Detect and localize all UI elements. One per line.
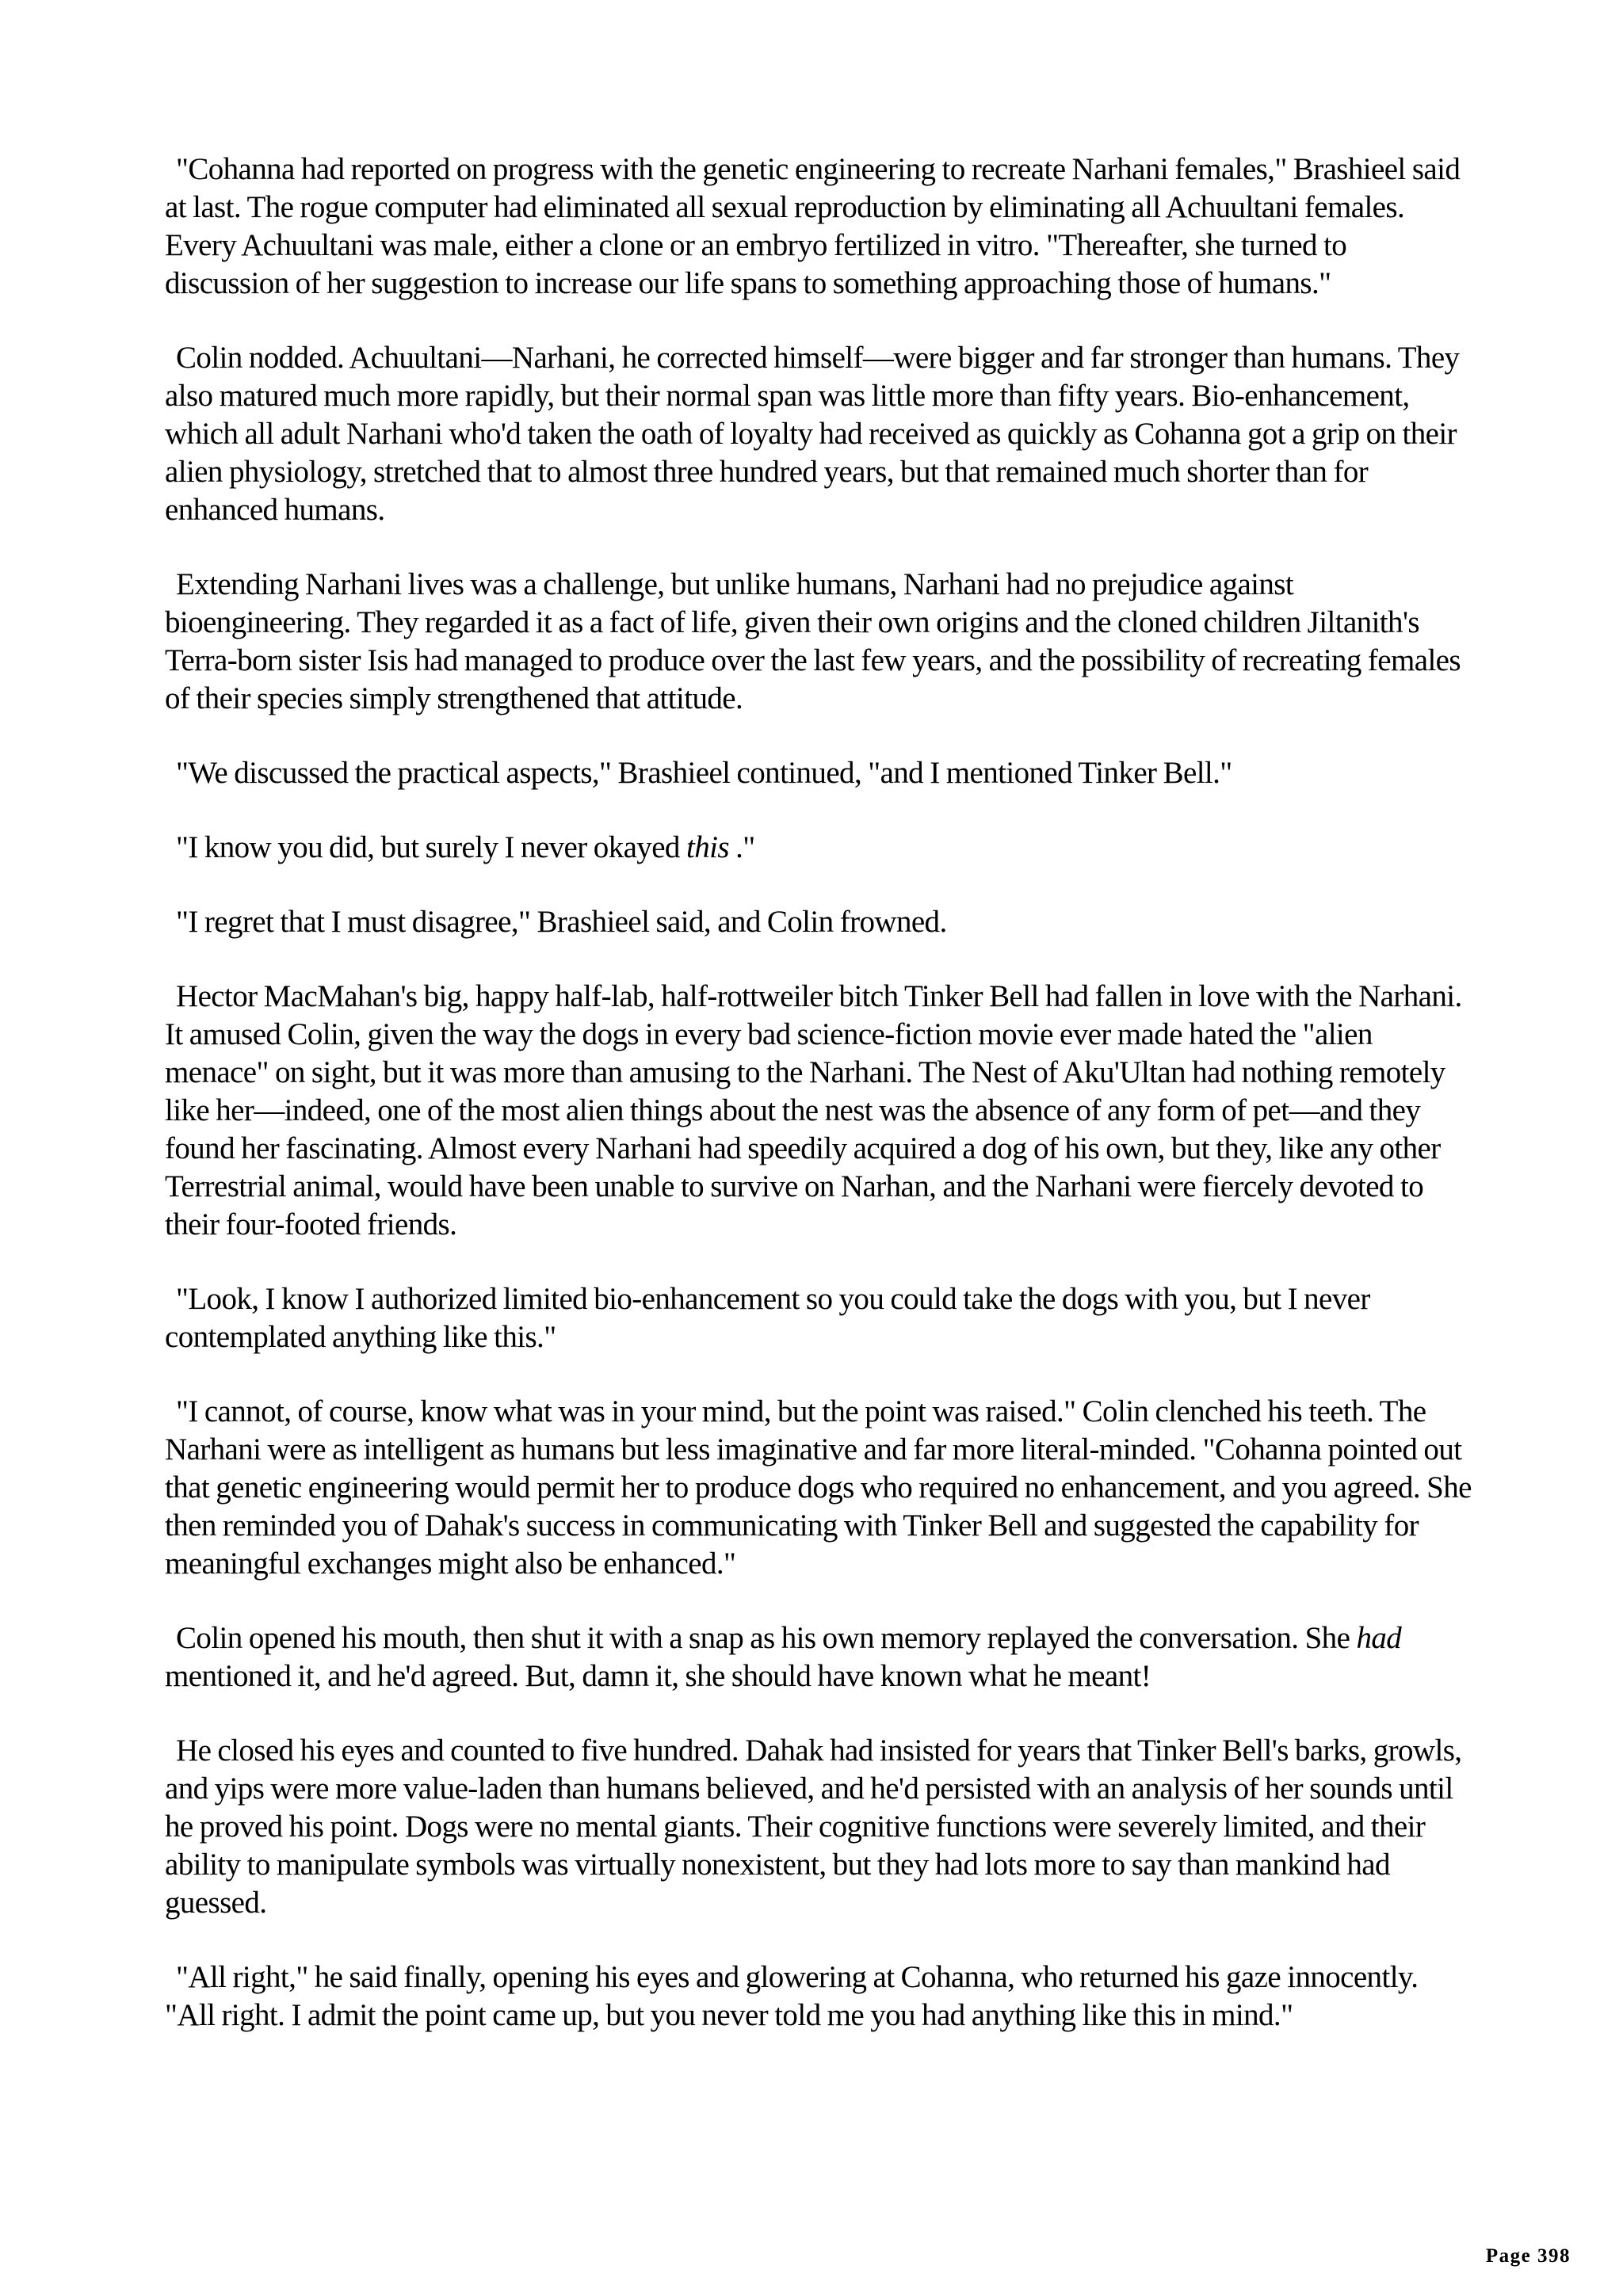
page-number: Page 398	[1485, 2245, 1571, 2267]
paragraph-7: Hector MacMahan's big, happy half-lab, half-rottweiler bitch Tinker Bell had fallen in love with the Narhani. It amused Colin, given the way the dogs in every bad science-fiction movie ever made hated the "alien menace" on sight, but it was more than amusing to the Narhani. The Nest of Aku'Ultan had nothing remotely like her—indeed, one of the most alien things about the nest was the absence of any form of pet—and they found her fascinating. Almost every Narhani had speedily acquired a dog of his own, but they, like any other Terrestrial animal, would have been unable to survive on Narhan, and the Narhani were fiercely devoted to their four-footed friends.	[165, 979, 1462, 1241]
paragraph-12: "All right," he said finally, opening his eyes and glowering at Cohanna, who returned his gaze innocently. "All right. I admit the point came up, but you never told me you had anything like this in mind."	[165, 1960, 1419, 2032]
page-body	[165, 151, 1472, 2071]
paragraph-1: "Cohanna had reported on progress with the genetic engineering to recreate Narhani females," Brashieel said at last. The rogue computer had eliminated all sexual reproduction by eliminating all Achuultani females. Every Achuultani was male, either a clone or an embryo fertilized in vitro. "Thereafter, she turned to discussion of her suggestion to increase our life spans to something approaching those of humans."	[165, 152, 1461, 300]
paragraph-10-text-after: mentioned it, and he'd agreed. But, damn it, she should have known what he meant!	[165, 1659, 1151, 1693]
paragraph-6: "I regret that I must disagree," Brashieel said, and Colin frowned.	[176, 905, 947, 939]
paragraph-4: "We discussed the practical aspects," Brashieel continued, "and I mentioned Tinker Bell."	[176, 756, 1232, 790]
paragraph-2: Colin nodded. Achuultani—Narhani, he corrected himself—were bigger and far stronger than humans. They also matured much more rapidly, but their normal span was little more than fifty years. Bio-enhancement, which all adult Narhani who'd taken the oath of loyalty had received as quickly as Cohanna got a grip on their alien physiology, stretched that to almost three hundred years, but that remained much shorter than for enhanced humans.	[165, 341, 1460, 527]
paragraph-10	[165, 1619, 1472, 1695]
paragraph-10-text-before: Colin opened his mouth, then shut it with a snap as his own memory replayed the conversation. She	[176, 1621, 1357, 1655]
paragraph-5-text-before: "I know you did, but surely I never okayed	[176, 830, 686, 864]
paragraph-3: Extending Narhani lives was a challenge, but unlike humans, Narhani had no prejudice against bioengineering. They regarded it as a fact of life, given their own origins and the cloned children Jiltanith's Terra-born sister Isis had managed to produce over the last few years, and the possibility of recreating females of their species simply strengthened that attitude.	[165, 567, 1461, 715]
paragraph-5-text-after: ."	[728, 830, 755, 864]
paragraph-11: He closed his eyes and counted to five hundred. Dahak had insisted for years that Tinker Bell's barks, growls, and yips were more value-laden than humans believed, and he'd persisted with an analysis of her sounds until he proved his point. Dogs were no mental giants. Their cognitive functions were severely limited, and their ability to manipulate symbols was virtually nonexistent, but they had lots more to say than mankind had guessed.	[165, 1733, 1462, 1920]
paragraph-8: "Look, I know I authorized limited bio-enhancement so you could take the dogs with you, but I never contemplated anything like this."	[165, 1282, 1370, 1354]
paragraph-5-emphasis: this	[685, 830, 729, 864]
paragraph-10-emphasis: had	[1356, 1621, 1402, 1655]
paragraph-9: "I cannot, of course, know what was in your mind, but the point was raised." Colin clenched his teeth. The Narhani were as intelligent as humans but less imaginative and far more literal-minded. "Cohanna pointed out that genetic engineering would permit her to produce dogs who required no enhancement, and you agreed. She then reminded you of Dahak's success in communicating with Tinker Bell and suggested the capability for meaningful exchanges might also be enhanced."	[165, 1394, 1472, 1581]
paragraph-5	[165, 829, 1472, 867]
